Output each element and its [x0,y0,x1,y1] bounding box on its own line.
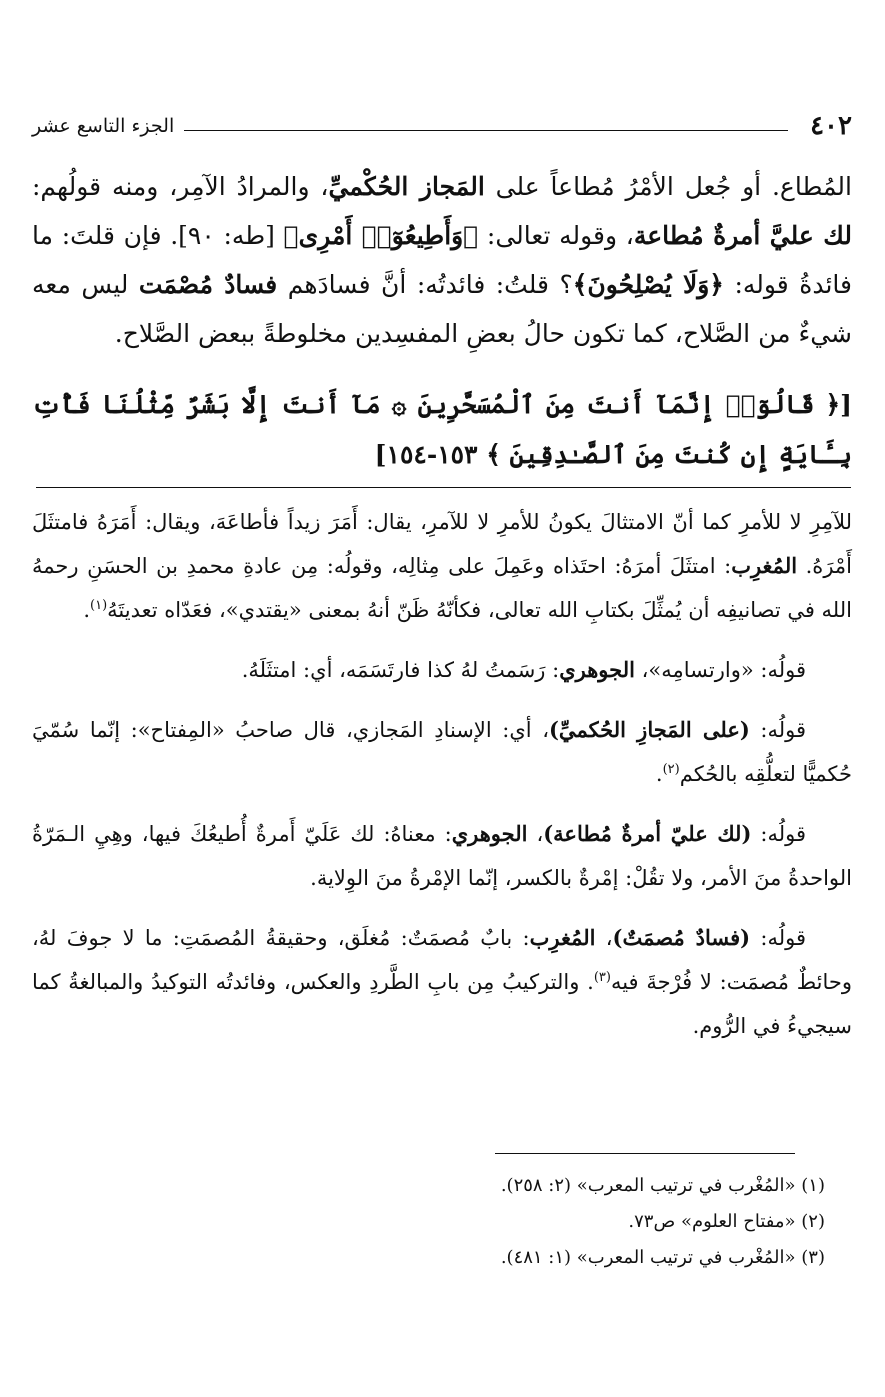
text-run: ليس معه شيءٌ من الصَّلاح، كما تكون حالُ بعضِ المفسِدين مخلوطةً ببعض الصَّلاح. [32,270,852,348]
bold-run: المُغرِب [731,553,798,578]
footnote: (٣) «المُغْرب في ترتيب المعرب» (١: ٤٨١). [500,1247,825,1268]
header-rule [184,130,788,131]
text-run: . [83,598,91,622]
text-run: : رَسَمتُ لهُ كذا فارتَسَمَه، أي: امتثَلَهُ. [241,658,560,682]
text-run: ، وقوله تعالى: [478,221,634,250]
page-header [32,108,852,144]
commentary-paragraph [32,708,852,796]
bold-run: الجوهري [451,821,528,846]
text-run: للآمِرِ لا للأمرِ كما أنّ الامتثالَ يكونُ للأمرِ لا للآمرِ، يقال: أَمَرَ زيداً فأطاعَهَ، ويقال: أَمَرَهُ فامتثَلَ أَمْرَهُ. [32,510,852,578]
commentary-text [32,500,852,1064]
bold-run: المُغرِب [529,925,596,950]
bold-run: (على المَجازِ الحُكميِّ) [549,717,750,742]
footnote-ref: (٣) [593,970,611,985]
bold-run: ﴿وَأَطِيعُوٓا۟ أَمْرِى﴾ [283,221,479,250]
text-run: : بابٌ مُصمَتٌ: مُغلَق، وحقيقةُ المُصمَتِ: ما لا جوفَ لهُ، وحائطٌ مُصمَت: لا فُرْجةَ فيه [32,926,852,994]
footnote-divider [495,1153,795,1154]
footnote: (٢) «مفتاح العلوم» ص٧٣. [628,1211,825,1232]
main-paragraph [32,162,852,358]
text-run: ، والمرادُ الآمِر، ومنه قولُهم: [32,172,329,201]
text-run: قولُه: [749,718,806,742]
text-run: ، أي: الإسنادِ المَجازي، قال صاحبُ «المِفتاح»: إنّما سُمّيَ حُكميًّا لتعلُّقِه بالحُكم [32,718,852,786]
bold-run: (فسادٌ مُصمَتٌ) [612,925,751,950]
main-text [32,162,852,490]
running-title: الجزء التاسع عشر [32,115,175,137]
commentary-paragraph [32,500,852,632]
text-run: قولُه: [751,822,806,846]
text-run: . [655,762,663,786]
footnote-ref: (١) [90,598,108,613]
bold-run: فسادٌ مُصْمَت [138,270,278,299]
bold-run: لك عليَّ أمرةٌ مُطاعة [633,221,852,250]
text-run: قولُه: «وارتسامِه»، [634,658,806,682]
bold-run: المَجاز الحُكْميِّ [328,172,485,201]
page-number: ٤٠٢ [810,111,852,141]
quran-verse: [﴿ قَالُوٓا۟ إِنَّمَآ أَنتَ مِنَ ٱلْمُسَحَّرِينَ ۞ مَآ أَنتَ إِلَّا بَشَرٌ مِّثْلُنَا فَأْتِ بِـَٔايَةٍ إِن كُنتَ مِنَ ٱلصَّـٰدِقِينَ ﴾ ١٥٣-١٥٤] [32,390,852,469]
text-run: ، [527,822,544,846]
commentary-paragraph [32,812,852,900]
text-run: : معناهُ: لك عَلَيّ أَمرةٌ أُطيعُكَ فيها، وهِيِ الـمَرّةُ الواحدةُ منَ الأمر، ولا تقُلْ: إمْرةٌ بالكسر، إنّما الإمْرةُ منَ الوِلاية. [32,822,852,890]
footnote-ref: (٢) [662,762,680,777]
commentary-paragraph [32,648,852,692]
bold-run: الجوهري [559,657,635,682]
text-run: [طه: ٩٠]. فإن قلتَ: ما فائدةُ قوله: [32,221,852,299]
commentary-paragraph [32,916,852,1048]
footnote: (١) «المُغْرب في ترتيب المعرب» (٢: ٢٥٨). [500,1175,825,1196]
text-run: . والتركيبُ مِن بابِ الطَّردِ والعكس، وفائدتُه التوكيدُ والمبالغةُ كما سيجيءُ في الرُّوم. [32,970,852,1038]
bold-run: ﴿وَلَا يُصْلِحُونَ﴾ [572,270,724,299]
text-run: ، [595,926,613,950]
text-run: ؟ قلتُ: فائدتُه: أنَّ فسادَهم [277,270,573,299]
footnotes [32,1168,825,1276]
bold-run: (لك عليّ أمرةٌ مُطاعة) [543,821,752,846]
text-run: : امتثَلَ أمرَهُ: احتَذاه وعَمِلَ على مِثالِه، وقولُه: مِن عادةِ محمدِ بن الحسَنِ رحمهُ الله في تصانيفِه أن يُمثِّلَ بكتابِ الله تعالى، فكأنّهُ ظَنّ أنهُ بمعنى «يقتدي»، فعَدّاه تعديتَهُ [32,554,852,622]
text-run: المُطاع. أو جُعل الأمْرُ مُطاعاً على [484,172,852,201]
text-run: قولُه: [750,926,806,950]
main-commentary-divider [36,487,851,488]
